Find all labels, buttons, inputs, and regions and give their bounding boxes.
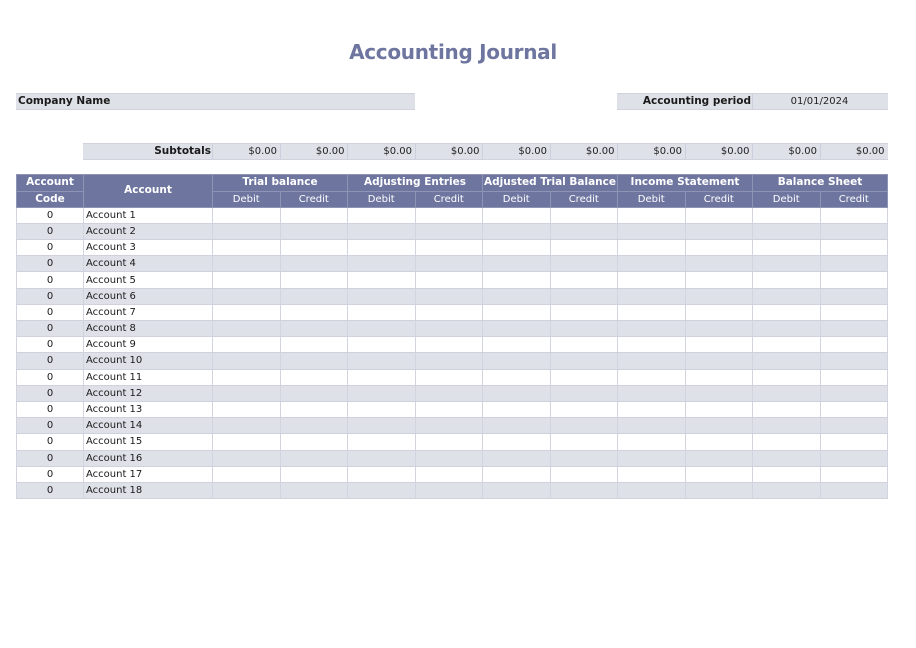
account-name-cell[interactable]: Account 9 xyxy=(84,337,213,353)
header-credit: Credit xyxy=(280,191,348,207)
table-row xyxy=(17,450,888,466)
credit-cell[interactable] xyxy=(550,385,618,401)
debit-cell[interactable] xyxy=(348,401,416,417)
debit-cell[interactable] xyxy=(753,288,821,304)
debit-cell[interactable] xyxy=(213,256,281,272)
account-code-cell[interactable]: 0 xyxy=(17,353,84,369)
subtotals-row xyxy=(83,143,888,160)
debit-cell[interactable] xyxy=(213,482,281,498)
debit-cell[interactable] xyxy=(348,337,416,353)
header-debit: Debit xyxy=(753,191,821,207)
credit-cell[interactable] xyxy=(415,401,483,417)
account-name-cell[interactable]: Account 5 xyxy=(84,272,213,288)
debit-cell[interactable] xyxy=(753,385,821,401)
credit-cell[interactable] xyxy=(685,304,753,320)
table-row xyxy=(17,353,888,369)
credit-cell[interactable] xyxy=(280,466,348,482)
credit-cell[interactable] xyxy=(685,272,753,288)
credit-cell[interactable] xyxy=(820,207,888,223)
credit-cell[interactable] xyxy=(685,401,753,417)
credit-cell[interactable] xyxy=(415,369,483,385)
debit-cell[interactable] xyxy=(483,434,551,450)
debit-cell[interactable] xyxy=(753,466,821,482)
table-row xyxy=(17,401,888,417)
credit-cell[interactable] xyxy=(820,288,888,304)
table-row xyxy=(17,369,888,385)
account-name-cell[interactable]: Account 2 xyxy=(84,223,213,239)
credit-cell[interactable] xyxy=(415,353,483,369)
account-code-cell[interactable]: 0 xyxy=(17,207,84,223)
debit-cell[interactable] xyxy=(753,369,821,385)
table-row xyxy=(17,240,888,256)
credit-cell[interactable] xyxy=(280,482,348,498)
header-account-code-line2: Code xyxy=(17,191,84,207)
company-name-label: Company Name xyxy=(18,95,111,107)
credit-cell[interactable] xyxy=(820,385,888,401)
debit-cell[interactable] xyxy=(618,256,686,272)
debit-cell[interactable] xyxy=(483,304,551,320)
account-name-cell[interactable]: Account 15 xyxy=(84,434,213,450)
credit-cell[interactable] xyxy=(820,337,888,353)
table-row xyxy=(17,418,888,434)
account-code-cell[interactable]: 0 xyxy=(17,385,84,401)
table-row xyxy=(17,223,888,239)
table-row xyxy=(17,304,888,320)
account-code-cell[interactable]: 0 xyxy=(17,434,84,450)
header-adjusted-trial-balance: Adjusted Trial Balance xyxy=(483,175,618,192)
accounting-period-row xyxy=(617,93,888,110)
accounting-period-label: Accounting period xyxy=(642,95,751,107)
debit-cell[interactable] xyxy=(618,207,686,223)
credit-cell[interactable] xyxy=(550,272,618,288)
credit-cell[interactable] xyxy=(820,369,888,385)
debit-cell[interactable] xyxy=(618,321,686,337)
credit-cell[interactable] xyxy=(685,240,753,256)
account-code-cell[interactable]: 0 xyxy=(17,288,84,304)
account-name-cell[interactable]: Account 6 xyxy=(84,288,213,304)
header-debit: Debit xyxy=(348,191,416,207)
credit-cell[interactable] xyxy=(685,434,753,450)
account-code-cell[interactable]: 0 xyxy=(17,482,84,498)
credit-cell[interactable] xyxy=(550,321,618,337)
credit-cell[interactable] xyxy=(280,207,348,223)
account-name-cell[interactable]: Account 7 xyxy=(84,304,213,320)
debit-cell[interactable] xyxy=(483,385,551,401)
debit-cell[interactable] xyxy=(213,240,281,256)
subtotal-value: $0.00 xyxy=(248,146,277,157)
credit-cell[interactable] xyxy=(550,353,618,369)
credit-cell[interactable] xyxy=(280,369,348,385)
credit-cell[interactable] xyxy=(280,272,348,288)
header-account-code: Account xyxy=(17,175,84,192)
subtotals-label: Subtotals xyxy=(154,145,211,157)
debit-cell[interactable] xyxy=(348,353,416,369)
credit-cell[interactable] xyxy=(550,434,618,450)
account-name-cell[interactable]: Account 10 xyxy=(84,353,213,369)
debit-cell[interactable] xyxy=(213,434,281,450)
credit-cell[interactable] xyxy=(820,353,888,369)
account-name-cell[interactable]: Account 3 xyxy=(84,240,213,256)
account-code-cell[interactable]: 0 xyxy=(17,466,84,482)
credit-cell[interactable] xyxy=(820,304,888,320)
table-row xyxy=(17,337,888,353)
credit-cell[interactable] xyxy=(820,272,888,288)
debit-cell[interactable] xyxy=(483,288,551,304)
credit-cell[interactable] xyxy=(550,401,618,417)
credit-cell[interactable] xyxy=(280,418,348,434)
credit-cell[interactable] xyxy=(415,321,483,337)
subtotal-value: $0.00 xyxy=(855,146,885,157)
debit-cell[interactable] xyxy=(483,321,551,337)
debit-cell[interactable] xyxy=(753,418,821,434)
debit-cell[interactable] xyxy=(348,256,416,272)
table-row xyxy=(17,385,888,401)
credit-cell[interactable] xyxy=(685,321,753,337)
header-debit: Debit xyxy=(618,191,686,207)
debit-cell[interactable] xyxy=(753,272,821,288)
account-name-cell[interactable]: Account 8 xyxy=(84,321,213,337)
debit-cell[interactable] xyxy=(483,466,551,482)
debit-cell[interactable] xyxy=(213,207,281,223)
credit-cell[interactable] xyxy=(820,401,888,417)
debit-cell[interactable] xyxy=(618,385,686,401)
account-name-cell[interactable]: Account 16 xyxy=(84,450,213,466)
debit-cell[interactable] xyxy=(618,223,686,239)
header-credit: Credit xyxy=(820,191,888,207)
account-code-cell[interactable]: 0 xyxy=(17,223,84,239)
account-name-cell[interactable]: Account 13 xyxy=(84,401,213,417)
subtotal-value: $0.00 xyxy=(585,146,615,157)
subtotal-value: $0.00 xyxy=(383,146,412,157)
credit-cell[interactable] xyxy=(415,240,483,256)
debit-cell[interactable] xyxy=(618,466,686,482)
credit-cell[interactable] xyxy=(415,434,483,450)
debit-cell[interactable] xyxy=(753,401,821,417)
subtotal-value: $0.00 xyxy=(653,146,682,157)
account-code-cell[interactable]: 0 xyxy=(17,272,84,288)
debit-cell[interactable] xyxy=(618,369,686,385)
debit-cell[interactable] xyxy=(483,240,551,256)
credit-cell[interactable] xyxy=(685,482,753,498)
account-code-cell[interactable]: 0 xyxy=(17,304,84,320)
debit-cell[interactable] xyxy=(753,434,821,450)
credit-cell[interactable] xyxy=(820,434,888,450)
debit-cell[interactable] xyxy=(483,418,551,434)
credit-cell[interactable] xyxy=(685,466,753,482)
header-adjusting-entries: Adjusting Entries xyxy=(348,175,483,192)
account-name-cell[interactable]: Account 12 xyxy=(84,385,213,401)
debit-cell[interactable] xyxy=(348,240,416,256)
header-balance-sheet: Balance Sheet xyxy=(753,175,888,192)
table-row xyxy=(17,466,888,482)
table-row xyxy=(17,256,888,272)
credit-cell[interactable] xyxy=(280,385,348,401)
debit-cell[interactable] xyxy=(753,321,821,337)
credit-cell[interactable] xyxy=(820,482,888,498)
debit-cell[interactable] xyxy=(483,482,551,498)
credit-cell[interactable] xyxy=(280,337,348,353)
credit-cell[interactable] xyxy=(550,256,618,272)
credit-cell[interactable] xyxy=(280,223,348,239)
credit-cell[interactable] xyxy=(415,272,483,288)
account-code-cell[interactable]: 0 xyxy=(17,401,84,417)
debit-cell[interactable] xyxy=(348,434,416,450)
table-row xyxy=(17,272,888,288)
account-code-cell[interactable]: 0 xyxy=(17,256,84,272)
credit-cell[interactable] xyxy=(820,450,888,466)
credit-cell[interactable] xyxy=(280,256,348,272)
debit-cell[interactable] xyxy=(348,272,416,288)
credit-cell[interactable] xyxy=(685,450,753,466)
debit-cell[interactable] xyxy=(753,207,821,223)
debit-cell[interactable] xyxy=(213,401,281,417)
account-code-cell[interactable]: 0 xyxy=(17,337,84,353)
credit-cell[interactable] xyxy=(685,207,753,223)
credit-cell[interactable] xyxy=(280,401,348,417)
credit-cell[interactable] xyxy=(280,353,348,369)
credit-cell[interactable] xyxy=(415,207,483,223)
debit-cell[interactable] xyxy=(213,223,281,239)
account-code-cell[interactable]: 0 xyxy=(17,418,84,434)
debit-cell[interactable] xyxy=(213,418,281,434)
debit-cell[interactable] xyxy=(213,288,281,304)
journal-table xyxy=(16,174,888,499)
debit-cell[interactable] xyxy=(213,337,281,353)
credit-cell[interactable] xyxy=(550,418,618,434)
debit-cell[interactable] xyxy=(618,450,686,466)
subtotal-value: $0.00 xyxy=(788,146,817,157)
account-name-cell[interactable]: Account 14 xyxy=(84,418,213,434)
header-trial-balance: Trial balance xyxy=(213,175,348,192)
credit-cell[interactable] xyxy=(415,385,483,401)
account-name-cell[interactable]: Account 4 xyxy=(84,256,213,272)
debit-cell[interactable] xyxy=(618,401,686,417)
credit-cell[interactable] xyxy=(685,223,753,239)
credit-cell[interactable] xyxy=(820,256,888,272)
debit-cell[interactable] xyxy=(348,482,416,498)
header-income-statement: Income Statement xyxy=(618,175,753,192)
debit-cell[interactable] xyxy=(483,256,551,272)
debit-cell[interactable] xyxy=(483,337,551,353)
debit-cell[interactable] xyxy=(348,304,416,320)
credit-cell[interactable] xyxy=(550,337,618,353)
debit-cell[interactable] xyxy=(618,482,686,498)
table-row xyxy=(17,482,888,498)
debit-cell[interactable] xyxy=(348,223,416,239)
credit-cell[interactable] xyxy=(685,418,753,434)
debit-cell[interactable] xyxy=(618,240,686,256)
accounting-period-value[interactable]: 01/01/2024 xyxy=(790,96,849,107)
account-name-cell[interactable]: Account 18 xyxy=(84,482,213,498)
account-name-cell[interactable]: Account 11 xyxy=(84,369,213,385)
table-row xyxy=(17,288,888,304)
credit-cell[interactable] xyxy=(685,256,753,272)
credit-cell[interactable] xyxy=(280,288,348,304)
debit-cell[interactable] xyxy=(753,353,821,369)
credit-cell[interactable] xyxy=(280,304,348,320)
credit-cell[interactable] xyxy=(550,223,618,239)
debit-cell[interactable] xyxy=(753,223,821,239)
credit-cell[interactable] xyxy=(550,466,618,482)
account-code-cell[interactable]: 0 xyxy=(17,321,84,337)
debit-cell[interactable] xyxy=(348,369,416,385)
credit-cell[interactable] xyxy=(820,240,888,256)
subtotal-value: $0.00 xyxy=(720,146,750,157)
credit-cell[interactable] xyxy=(820,466,888,482)
credit-cell[interactable] xyxy=(415,482,483,498)
credit-cell[interactable] xyxy=(280,321,348,337)
credit-cell[interactable] xyxy=(415,288,483,304)
debit-cell[interactable] xyxy=(753,256,821,272)
debit-cell[interactable] xyxy=(348,450,416,466)
header-credit: Credit xyxy=(685,191,753,207)
debit-cell[interactable] xyxy=(348,288,416,304)
account-name-cell[interactable]: Account 1 xyxy=(84,207,213,223)
account-code-cell[interactable]: 0 xyxy=(17,450,84,466)
debit-cell[interactable] xyxy=(618,353,686,369)
header-account: Account xyxy=(84,175,213,208)
credit-cell[interactable] xyxy=(280,450,348,466)
debit-cell[interactable] xyxy=(348,321,416,337)
header-credit: Credit xyxy=(550,191,618,207)
header-debit: Debit xyxy=(483,191,551,207)
debit-cell[interactable] xyxy=(348,466,416,482)
table-row xyxy=(17,207,888,223)
credit-cell[interactable] xyxy=(820,418,888,434)
credit-cell[interactable] xyxy=(415,256,483,272)
subtotal-value: $0.00 xyxy=(518,146,547,157)
debit-cell[interactable] xyxy=(618,337,686,353)
subtotal-value: $0.00 xyxy=(450,146,480,157)
debit-cell[interactable] xyxy=(483,369,551,385)
debit-cell[interactable] xyxy=(213,321,281,337)
debit-cell[interactable] xyxy=(483,223,551,239)
debit-cell[interactable] xyxy=(213,450,281,466)
debit-cell[interactable] xyxy=(348,385,416,401)
credit-cell[interactable] xyxy=(685,369,753,385)
credit-cell[interactable] xyxy=(415,418,483,434)
credit-cell[interactable] xyxy=(550,207,618,223)
debit-cell[interactable] xyxy=(618,272,686,288)
account-code-cell[interactable]: 0 xyxy=(17,240,84,256)
debit-cell[interactable] xyxy=(483,353,551,369)
subtotal-value: $0.00 xyxy=(315,146,345,157)
debit-cell[interactable] xyxy=(618,288,686,304)
debit-cell[interactable] xyxy=(618,304,686,320)
debit-cell[interactable] xyxy=(483,450,551,466)
debit-cell[interactable] xyxy=(753,482,821,498)
credit-cell[interactable] xyxy=(820,321,888,337)
header-credit: Credit xyxy=(415,191,483,207)
credit-cell[interactable] xyxy=(550,240,618,256)
debit-cell[interactable] xyxy=(618,418,686,434)
credit-cell[interactable] xyxy=(415,466,483,482)
credit-cell[interactable] xyxy=(550,288,618,304)
credit-cell[interactable] xyxy=(550,304,618,320)
credit-cell[interactable] xyxy=(550,369,618,385)
debit-cell[interactable] xyxy=(213,466,281,482)
debit-cell[interactable] xyxy=(753,240,821,256)
debit-cell[interactable] xyxy=(483,272,551,288)
debit-cell[interactable] xyxy=(483,207,551,223)
credit-cell[interactable] xyxy=(685,385,753,401)
table-row xyxy=(17,434,888,450)
debit-cell[interactable] xyxy=(753,450,821,466)
debit-cell[interactable] xyxy=(618,434,686,450)
debit-cell[interactable] xyxy=(753,337,821,353)
account-code-cell[interactable]: 0 xyxy=(17,369,84,385)
credit-cell[interactable] xyxy=(280,434,348,450)
credit-cell[interactable] xyxy=(280,240,348,256)
table-row xyxy=(17,321,888,337)
credit-cell[interactable] xyxy=(820,223,888,239)
header-debit: Debit xyxy=(213,191,281,207)
credit-cell[interactable] xyxy=(685,337,753,353)
debit-cell[interactable] xyxy=(213,353,281,369)
debit-cell[interactable] xyxy=(348,207,416,223)
account-name-cell[interactable]: Account 17 xyxy=(84,466,213,482)
credit-cell[interactable] xyxy=(685,288,753,304)
page-title: Accounting Journal xyxy=(349,40,557,64)
credit-cell[interactable] xyxy=(685,353,753,369)
debit-cell[interactable] xyxy=(348,418,416,434)
credit-cell[interactable] xyxy=(415,304,483,320)
debit-cell[interactable] xyxy=(213,385,281,401)
credit-cell[interactable] xyxy=(415,337,483,353)
credit-cell[interactable] xyxy=(550,482,618,498)
credit-cell[interactable] xyxy=(415,450,483,466)
debit-cell[interactable] xyxy=(483,401,551,417)
debit-cell[interactable] xyxy=(213,304,281,320)
credit-cell[interactable] xyxy=(415,223,483,239)
debit-cell[interactable] xyxy=(213,272,281,288)
debit-cell[interactable] xyxy=(753,304,821,320)
credit-cell[interactable] xyxy=(550,450,618,466)
debit-cell[interactable] xyxy=(213,369,281,385)
company-name-field[interactable] xyxy=(16,93,415,110)
